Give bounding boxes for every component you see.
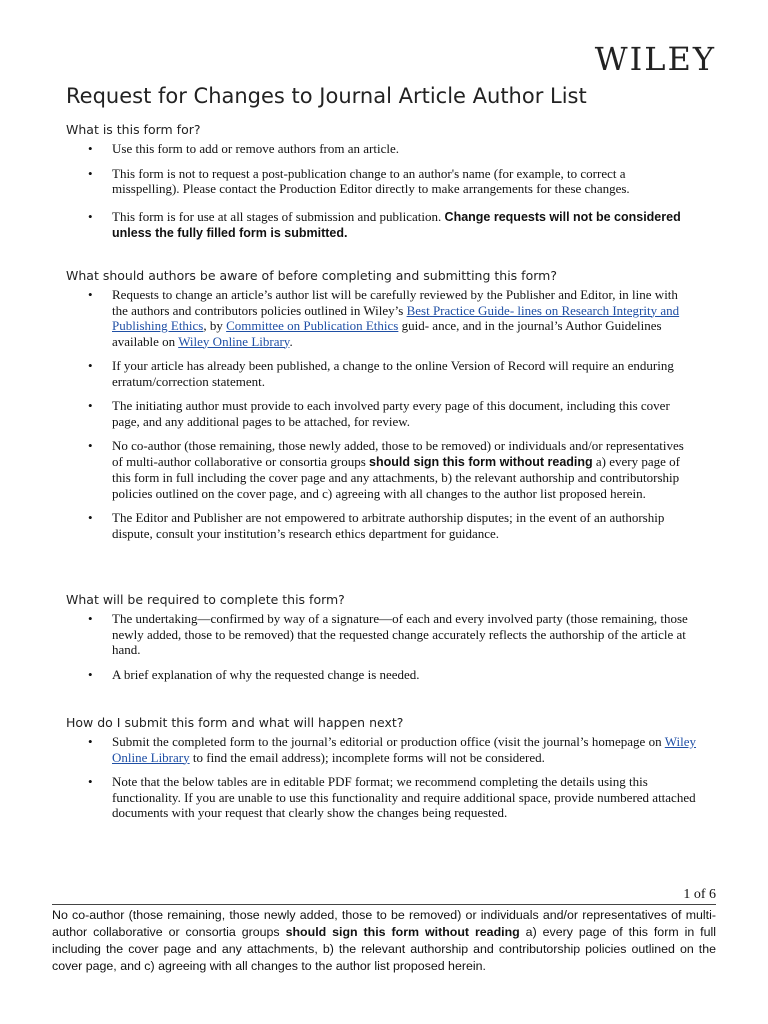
section-requirements bbox=[66, 592, 696, 691]
item-text: , by bbox=[203, 318, 223, 333]
item-text: The undertaking—confirmed by way of a signature—of each and every involved party (those remaining, those newly added, those to be removed) that the requested change accurately reflects the authorship of the article at hand. bbox=[112, 611, 688, 657]
list-item bbox=[66, 774, 696, 821]
list-item bbox=[66, 287, 696, 349]
section-awareness bbox=[66, 268, 696, 550]
item-text: Note that the below tables are in editable PDF format; we recommend completing the details using this functionality. If you are unable to use this functionality and require additional space, provide numbered attached documents with your request that clearly show the changes being requested. bbox=[112, 774, 696, 820]
item-text: Requests to change an article’s author list will be carefully reviewed by the Publisher and Editor, in line with the authors and contributors policies outlined in Wiley’s bbox=[112, 287, 678, 318]
list-item bbox=[66, 510, 696, 541]
wiley-online-library-link[interactable]: Wiley Online Library bbox=[112, 734, 697, 765]
item-text: This form is not to request a post-publication change to an author's name (for example, to correct a misspelling). Please contact the Production Editor directly to make arrangements for these changes. bbox=[112, 165, 630, 196]
item-text: to find the email address); incomplete forms will not be considered. bbox=[192, 749, 545, 765]
footer-text: No co-author (those remaining, those newly added, those to be removed) or individuals and/or representatives of multi-author collaborative or consortia groups bbox=[52, 908, 716, 939]
bullet-list bbox=[66, 611, 696, 682]
item-text: If your article has already been published, a change to the online Version of Record will require an enduring erratum/correction statement. bbox=[112, 358, 674, 389]
cope-link[interactable]: Committee on Publication Ethics bbox=[226, 318, 399, 333]
list-item bbox=[66, 166, 696, 197]
section-heading: How do I submit this form and what will happen next? bbox=[66, 715, 404, 730]
footer-bold-text: should sign this form without reading bbox=[285, 925, 520, 939]
page-title: Request for Changes to Journal Article Author List bbox=[66, 84, 587, 108]
item-text: Use this form to add or remove authors from an article. bbox=[112, 141, 399, 156]
bullet-list bbox=[66, 734, 696, 821]
item-text: This form is for use at all stages of submission and publication. bbox=[112, 208, 442, 224]
section-purpose bbox=[66, 122, 696, 251]
section-heading: What should authors be aware of before completing and submitting this form? bbox=[66, 268, 557, 283]
bullet-list bbox=[66, 287, 696, 541]
page-number: 1 of 6 bbox=[683, 887, 716, 902]
item-text: Submit the completed form to the journal’s editorial or production office (visit the journal’s homepage on bbox=[112, 734, 662, 749]
section-heading: What will be required to complete this form? bbox=[66, 592, 345, 607]
section-heading: What is this form for? bbox=[66, 122, 201, 137]
wiley-logo: WILEY bbox=[594, 40, 716, 78]
item-bold-text: should sign this form without reading bbox=[369, 454, 593, 469]
item-text: No co-author (those remaining, those newly added, those to be removed) or individuals and/or representatives of multi-author collaborative or consortia groups bbox=[112, 438, 684, 469]
item-text: a) every page of this form in full including the cover page and any attachments, b) the relevant authorship and contributorship policies outlined on the cover page, and c) agreeing with all changes to the author list proposed herein. bbox=[112, 453, 680, 501]
item-text: . bbox=[289, 333, 293, 349]
list-item bbox=[66, 611, 696, 658]
section-submission bbox=[66, 715, 696, 830]
list-item bbox=[66, 398, 696, 429]
footer-note bbox=[52, 904, 716, 975]
wiley-online-library-link[interactable]: Wiley Online Library bbox=[178, 333, 290, 349]
footer-text: a) every page of this form in full including the cover page and any attachments, b) the relevant authorship and contributorship policies outlined on the cover page, and c) agreeing with all changes to the author list proposed herein. bbox=[52, 925, 716, 973]
item-text: The initiating author must provide to each involved party every page of this document, including this cover page, and any additional pages to be attached, for review. bbox=[112, 398, 670, 429]
list-item bbox=[66, 141, 696, 157]
bullet-list bbox=[66, 141, 696, 242]
list-item bbox=[66, 209, 696, 242]
item-text: A brief explanation of why the requested change is needed. bbox=[112, 666, 420, 682]
list-item bbox=[66, 438, 696, 501]
list-item bbox=[66, 734, 696, 765]
item-text: guid- ance, and in the journal’s Author Guidelines available on bbox=[112, 318, 662, 349]
list-item bbox=[66, 358, 696, 389]
list-item bbox=[66, 667, 696, 683]
item-text: The Editor and Publisher are not empowered to arbitrate authorship disputes; in the event of an authorship dispute, consult your institution’s research ethics department for guidance. bbox=[112, 510, 665, 541]
best-practice-link[interactable]: Best Practice Guide- lines on Research Integrity and Publishing Ethics bbox=[112, 302, 680, 333]
item-bold-text: Change requests will not be considered unless the fully filled form is submitted. bbox=[112, 209, 681, 240]
